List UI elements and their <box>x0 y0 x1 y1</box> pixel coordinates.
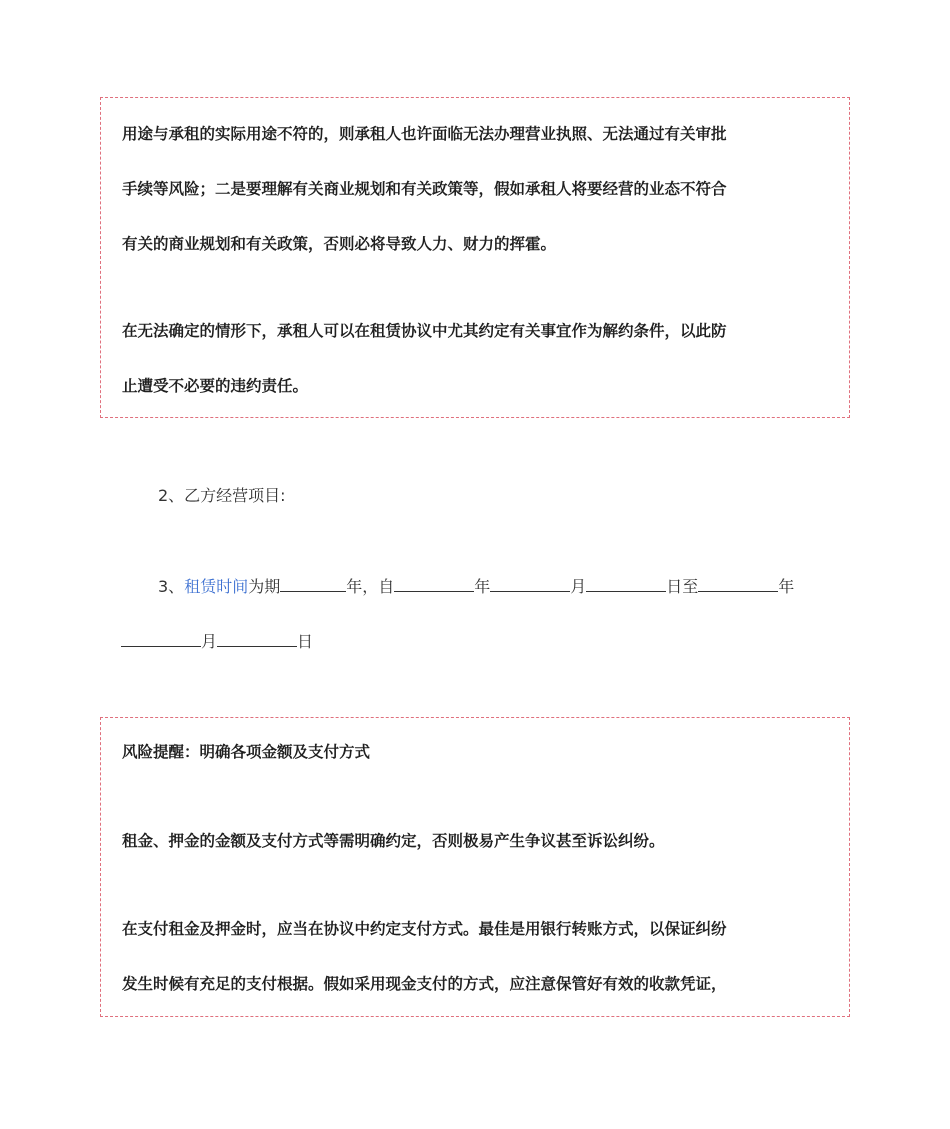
clause-3-text: 日至 <box>666 577 699 596</box>
risk-text-line: 止遭受不必要的违约责任。 <box>122 377 309 395</box>
clause-2-business-scope: 2、乙方经营项目: <box>158 486 286 505</box>
risk-text-line: 在支付租金及押金时，应当在协议中约定支付方式。最佳是用银行转账方式，以保证纠纷 <box>122 920 727 938</box>
clause-3-text: 月 <box>201 632 218 651</box>
clause-3-text: 年，自 <box>346 577 395 596</box>
clause-3-lease-term-continued <box>121 630 313 653</box>
clause-3-number: 3、 <box>158 577 185 596</box>
clause-3-lease-term <box>158 575 794 598</box>
clause-3-text: 年 <box>778 577 795 596</box>
risk-reminder-box-2 <box>100 717 850 1017</box>
clause-3-text: 月 <box>570 577 587 596</box>
risk-heading: 风险提醒：明确各项金额及支付方式 <box>122 743 371 761</box>
blank-end-day[interactable] <box>217 630 297 647</box>
risk-text-line: 手续等风险；二是要理解有关商业规划和有关政策等，假如承租人将要经营的业态不符合 <box>122 180 727 198</box>
blank-start-day[interactable] <box>586 575 666 592</box>
blank-start-month[interactable] <box>490 575 570 592</box>
blank-start-year[interactable] <box>394 575 474 592</box>
clause-3-text: 日 <box>297 632 314 651</box>
lease-term-link[interactable]: 租赁时间 <box>184 577 249 596</box>
blank-end-month[interactable] <box>121 630 201 647</box>
risk-text-line: 发生时候有充足的支付根据。假如采用现金支付的方式，应注意保管好有效的收款凭证， <box>122 975 727 993</box>
risk-reminder-box-1 <box>100 97 850 418</box>
blank-term-years[interactable] <box>280 575 346 592</box>
risk-text-line: 在无法确定的情形下，承租人可以在租赁协议中尤其约定有关事宜作为解约条件，以此防 <box>122 322 727 340</box>
clause-3-text: 为期 <box>248 577 281 596</box>
blank-end-year[interactable] <box>698 575 778 592</box>
clause-3-text: 年 <box>474 577 491 596</box>
risk-text-line: 用途与承租的实际用途不符的，则承租人也许面临无法办理营业执照、无法通过有关审批 <box>122 125 727 143</box>
risk-text-line: 租金、押金的金额及支付方式等需明确约定，否则极易产生争议甚至诉讼纠纷。 <box>122 832 665 850</box>
risk-text-line: 有关的商业规划和有关政策，否则必将导致人力、财力的挥霍。 <box>122 235 557 253</box>
